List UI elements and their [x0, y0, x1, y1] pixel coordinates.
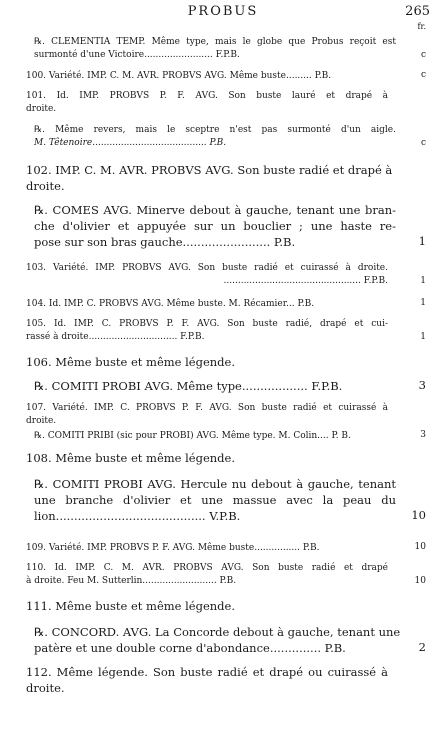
entry-line: 110. Id. IMP. C. M. AVR. PROBVS AVG. Son buste radié et drapé — [26, 563, 388, 573]
rarity-value: 1 — [420, 276, 426, 286]
catalog-entry — [26, 162, 393, 194]
rarity-value: 10 — [414, 542, 426, 552]
entry-line: 100. Variété. IMP. C. M. AVR. PROBVS AVG. Même buste......... P.B. — [26, 71, 332, 81]
rarity-value: 1 — [418, 234, 426, 248]
entry-line: une branche d'olivier et une massue avec la peau du — [34, 493, 396, 507]
catalog-entry — [26, 70, 388, 83]
entry-line: 106. Même buste et même légende. — [26, 355, 235, 369]
entry-line: surmonté d'une Victoire........................ F.P.B. — [34, 50, 240, 60]
entry-line: droite. — [26, 104, 57, 114]
catalog-entry — [26, 202, 396, 250]
entry-line: 109. Variété. IMP. PROBVS P. F. AVG. Même buste................ P.B. — [26, 543, 320, 553]
entry-line: à droite. Feu M. Sutterlin.......................... P.B. — [26, 576, 237, 586]
entry-line: 104. Id. IMP. C. PROBVS AVG. Même buste. M. Récamier... P.B. — [26, 299, 315, 309]
entry-line: 111. Même buste et même légende. — [26, 599, 235, 613]
entry-line: 112. Même légende. Son buste radié et drapé ou cuirassé à — [26, 665, 388, 679]
running-title: PROBUS — [187, 4, 259, 19]
rarity-value: 1 — [420, 298, 426, 308]
entry-line: droite. — [26, 416, 57, 426]
value-column-label: fr. — [417, 22, 426, 31]
rarity-value: 3 — [420, 430, 426, 440]
catalog-entry — [26, 402, 388, 428]
catalog-entry — [26, 354, 388, 370]
catalog-entry — [26, 476, 396, 524]
entry-line: 107. Variété. IMP. C. PROBVS P. F. AVG. Son buste radié et cuirassé à — [26, 403, 388, 413]
entry-line: che d'olivier et appuyée sur un bouclier ; une haste re- — [34, 219, 396, 233]
rarity-value: 2 — [418, 640, 426, 654]
entry-line: ℞. COMITI PROBI AVG. Hercule nu debout à gauche, tenant — [34, 477, 396, 491]
entry-line: ℞. Même revers, mais le sceptre n'est pas surmonté d'un aigle. — [34, 125, 396, 135]
entry-line: ℞. COMITI PROBI AVG. Même type.................. F.P.B. — [34, 379, 343, 393]
entry-line: ℞. CLEMENTIA TEMP. Même type, mais le globe que Probus reçoit est — [34, 37, 396, 47]
catalog-entry — [26, 298, 388, 311]
catalog-entry — [26, 542, 388, 555]
entry-line: ℞. COMES AVG. Minerve debout à gauche, tenant une bran- — [34, 203, 396, 217]
catalog-entry — [26, 378, 396, 394]
catalog-entry — [26, 36, 396, 62]
rarity-value: 10 — [411, 508, 426, 522]
entry-line: rassé à droite............................... F.P.B. — [26, 332, 205, 342]
rarity-value: 10 — [414, 576, 426, 586]
rarity-value: c — [420, 70, 426, 80]
catalog-entry — [26, 430, 396, 443]
entry-line: patère et une double corne d'abondance.............. P.B. — [34, 641, 346, 655]
entry-line: 105. Id. IMP. C. PROBVS P. F. AVG. Son buste radié, drapé et cui- — [26, 319, 388, 329]
entry-line: 108. Même buste et même légende. — [26, 451, 235, 465]
entry-line: ................................................ F.P.B. — [223, 276, 388, 286]
entry-line: ℞. COMITI PRIBI (sic pour PROBI) AVG. Même type. M. Colin.... P. B. — [34, 431, 351, 441]
catalog-entry — [26, 318, 388, 344]
entry-line: droite. — [26, 681, 65, 695]
catalog-entry — [26, 598, 388, 614]
entry-line: lion......................................... V.P.B. — [34, 509, 241, 523]
catalog-entry — [26, 562, 388, 588]
catalog-entry — [26, 90, 388, 116]
catalog-entry — [26, 664, 388, 696]
rarity-value: 3 — [418, 378, 426, 392]
entry-line: M. Têtenoire........................................ P.B. — [34, 138, 227, 148]
entry-line: droite. — [26, 179, 65, 193]
rarity-value: 1 — [420, 332, 426, 342]
rarity-value: c — [420, 50, 426, 60]
catalog-entry — [26, 624, 401, 656]
rarity-value: c — [420, 138, 426, 148]
entry-line: 101. Id. IMP. PROBVS P. F. AVG. Son buste lauré et drapé à — [26, 91, 388, 101]
page-number: 265 — [405, 4, 430, 19]
catalog-entry — [26, 262, 388, 288]
entry-line: 103. Variété. IMP. PROBVS AVG. Son buste radié et cuirassé à droite. — [26, 263, 388, 273]
entry-line: ℞. CONCORD. AVG. La Concorde debout à gauche, tenant une — [34, 625, 401, 639]
entry-line: pose sur son bras gauche........................ P.B. — [34, 235, 296, 249]
entry-line: 102. IMP. C. M. AVR. PROBVS AVG. Son buste radié et drapé à — [26, 163, 393, 177]
catalog-entry — [26, 124, 396, 150]
catalog-entry — [26, 450, 388, 466]
